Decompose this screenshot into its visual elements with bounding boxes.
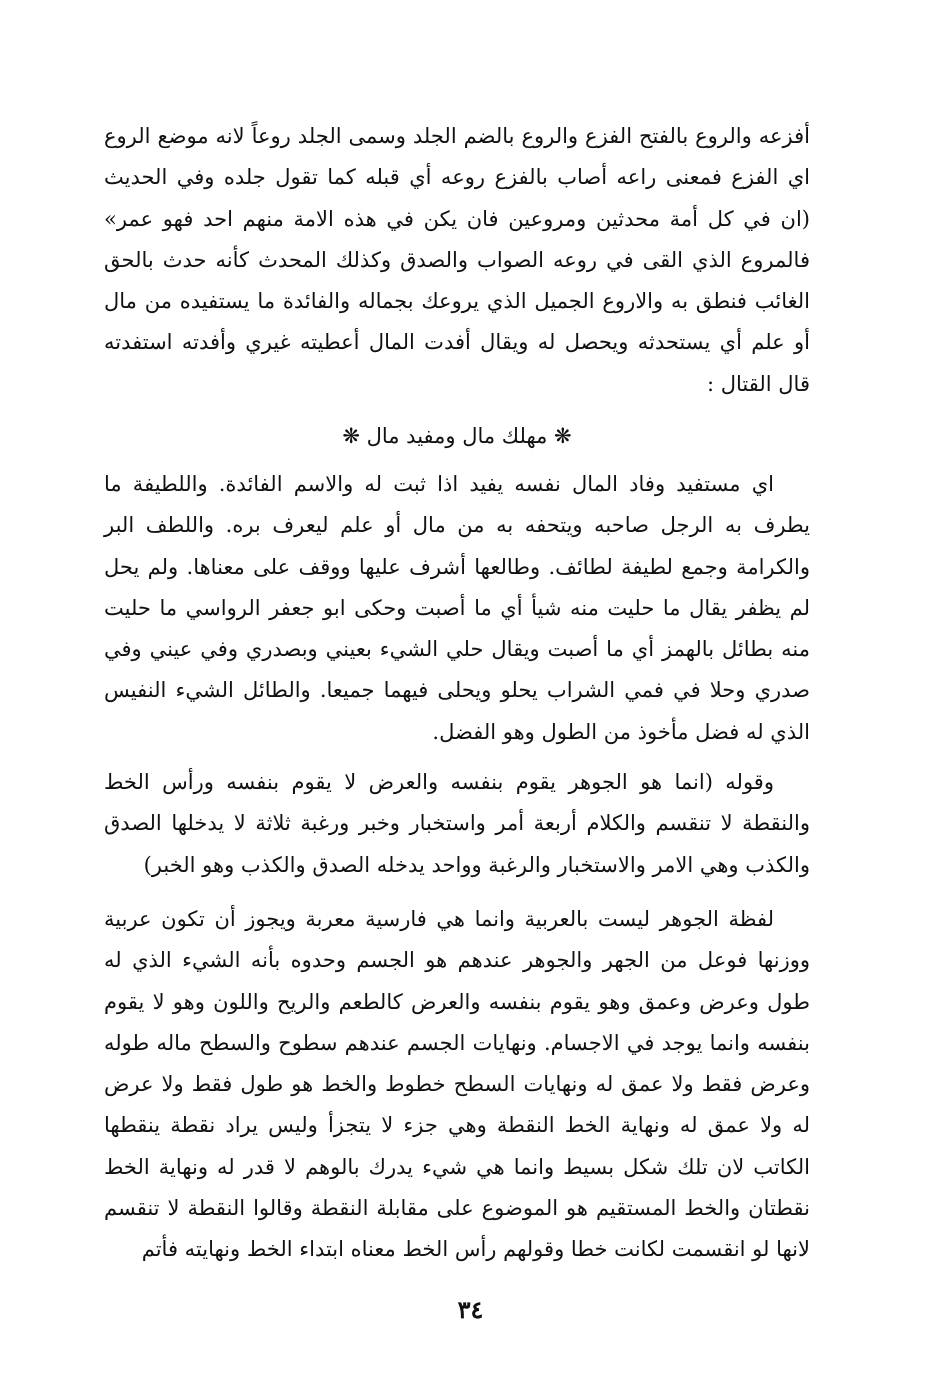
paragraph-gain-and-kindness: اي مستفيد وفاد المال نفسه يفيد اذا ثبت له والاسم الفائدة. واللطيفة ما يطرف به الرجل صاحبه ويتحفه به من مال أو علم ليعرف بره. واللطف البر والكرامة وجمع لطيفة لطائف. وطالعها أشرف عليها ووقف على معناها. ولم يحل لم يظفر يقال ما حليت منه شيأ أي ما أصبت وحكى ابو جعفر الرواسي ما حليت منه بطائل بالهمز أي ما أصبت ويقال حلي الشيء بعيني وبصدري وفي عيني وفي صدري وحلا في فمي الشراب يحلو ويحلى فيهما جميعا. والطائل الشيء النفيس الذي له فضل مأخوذ من الطول وهو الفضل.: [104, 472, 810, 744]
poetry-verse: ❋ مهلك مال ومفيد مال ❋: [342, 424, 572, 448]
paragraph-fear-and-benefit: أفزعه والروع بالفتح الفزع والروع بالضم الجلد وسمى الجلد روعاً لانه موضع الروع اي الفزع فمعنى راعه أصاب بالفزع روعه أي قبله كما تقول جلده وفي الحديث (ان في كل أمة محدثين ومروعين فان يكن في هذه الامة منهم احد فهو عمر» فالمروع الذي القى في روعه الصواب والصدق وكذلك المحدث كأنه حدث بالحق الغائب فنطق به والاروع الجميل الذي يروعك بجماله والفائدة ما يستفيده من مال أو علم أي يستحدثه ويحصل له ويقال أفدت المال أعطيته غيري وأفدته استفدته قال القتال :: [104, 124, 810, 396]
paragraph-substance-definition: لفظة الجوهر ليست بالعربية وانما هي فارسية معربة ويجوز أن تكون عربية ووزنها فوعل من الجهر والجوهر عندهم هو الجسم وحدوه بأنه الشيء الذي له طول وعرض وعمق وهو يقوم بنفسه والعرض كالطعم والريح واللون وهو لا يقوم بنفسه وانما يوجد في الاجسام. ونهايات الجسم عندهم سطوح والسطح ماله طوله وعرض فقط ولا عمق له ونهايات السطح خطوط والخط هو طول فقط ولا عرض له ولا عمق له ونهاية الخط النقطة وهي جزء لا يتجزأ وليس يراد نقطة ينقطها الكاتب لان تلك شكل بسيط وانما هي شيء يدرك بالوهم لا قدر له ونهاية الخط نقطتان والخط المستقيم هو الموضوع على مقابلة النقطة وقالوا النقطة لا تنقسم لانها لو انقسمت لكانت خطا وقولهم رأس الخط معناه ابتداء الخط ونهايته فأتم: [104, 907, 810, 1262]
page-number: ٣٤: [457, 1295, 484, 1324]
paragraph-quoted-statement: وقوله (انما هو الجوهر يقوم بنفسه والعرض لا يقوم بنفسه ورأس الخط والنقطة لا تنقسم والكلام أربعة أمر واستخبار وخبر ورغبة ثلاثة لا يدخلها الصدق والكذب وهي الامر والاستخبار والرغبة وواحد يدخله الصدق والكذب وهو الخبر): [104, 770, 810, 877]
